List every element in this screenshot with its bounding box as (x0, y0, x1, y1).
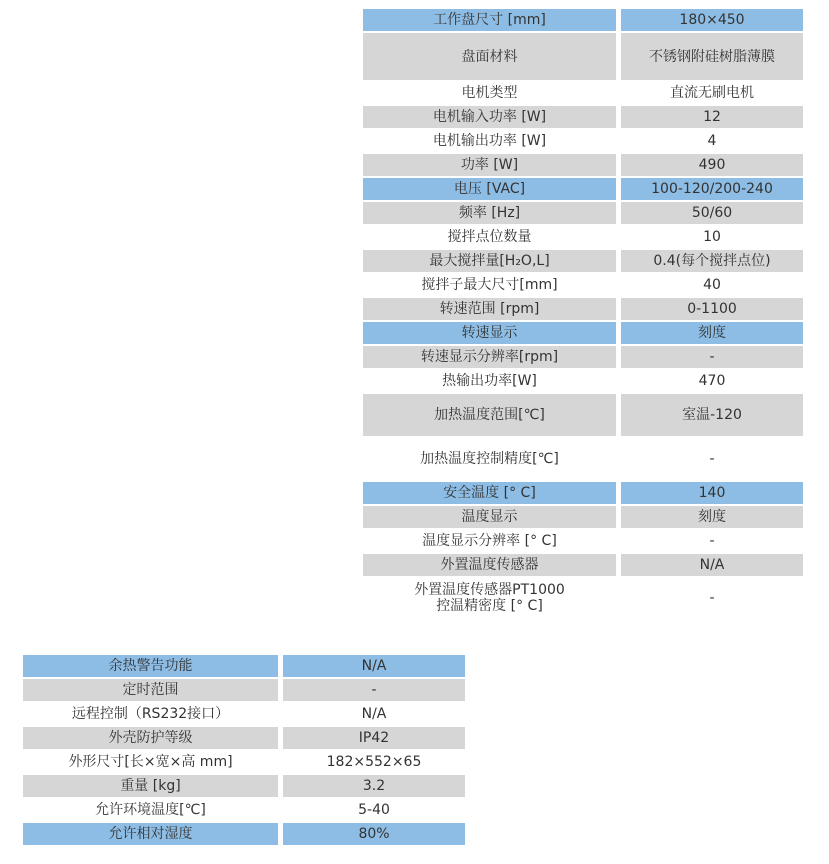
spec-label: 允许环境温度[℃] (23, 799, 278, 821)
spec-row (23, 751, 465, 773)
spec-value: 0-1100 (621, 298, 803, 320)
spec-value: 5-40 (283, 799, 465, 821)
spec-value: 直流无刷电机 (621, 82, 803, 104)
spec-label: 盘面材料 (363, 33, 616, 80)
spec-label: 电机输出功率 [W] (363, 130, 616, 152)
spec-label: 转速显示 (363, 322, 616, 344)
spec-row (363, 530, 803, 552)
spec-row (363, 506, 803, 528)
spec-label: 电机输入功率 [W] (363, 106, 616, 128)
spec-label: 加热温度控制精度[℃] (363, 438, 616, 480)
spec-label: 远程控制（RS232接口） (23, 703, 278, 725)
spec-value: N/A (283, 655, 465, 677)
spec-value: - (621, 438, 803, 480)
spec-row (23, 727, 465, 749)
spec-label: 外壳防护等级 (23, 727, 278, 749)
spec-row (363, 482, 803, 504)
spec-row (23, 679, 465, 701)
spec-value: 12 (621, 106, 803, 128)
spec-label: 转速显示分辨率[rpm] (363, 346, 616, 368)
spec-label: 外形尺寸[长×宽×高 mm] (23, 751, 278, 773)
spec-row (363, 178, 803, 200)
spec-label: 安全温度 [° C] (363, 482, 616, 504)
spec-row (23, 703, 465, 725)
spec-value: - (621, 530, 803, 552)
spec-value: 40 (621, 274, 803, 296)
spec-value: 182×552×65 (283, 751, 465, 773)
spec-row (363, 346, 803, 368)
spec-row (363, 578, 803, 618)
spec-label: 温度显示分辨率 [° C] (363, 530, 616, 552)
spec-label: 重量 [kg] (23, 775, 278, 797)
spec-value: 490 (621, 154, 803, 176)
spec-label: 热输出功率[W] (363, 370, 616, 392)
spec-value: 470 (621, 370, 803, 392)
spec-value: 100-120/200-240 (621, 178, 803, 200)
spec-row (363, 226, 803, 248)
spec-value: - (621, 578, 803, 618)
spec-label: 转速范围 [rpm] (363, 298, 616, 320)
spec-value: 140 (621, 482, 803, 504)
spec-row (363, 298, 803, 320)
spec-value: 刻度 (621, 322, 803, 344)
spec-row (363, 322, 803, 344)
spec-label: 搅拌子最大尺寸[mm] (363, 274, 616, 296)
spec-row (23, 823, 465, 845)
spec-label: 余热警告功能 (23, 655, 278, 677)
spec-label: 频率 [Hz] (363, 202, 616, 224)
spec-label: 温度显示 (363, 506, 616, 528)
spec-row (363, 154, 803, 176)
spec-row (363, 438, 803, 480)
spec-row (363, 250, 803, 272)
spec-label: 允许相对湿度 (23, 823, 278, 845)
spec-label-line: 外置温度传感器PT1000 (414, 582, 565, 598)
spec-value: 刻度 (621, 506, 803, 528)
bottom-spec-table (23, 653, 465, 847)
spec-label-line: 控温精密度 [° C] (436, 598, 543, 614)
spec-value: N/A (283, 703, 465, 725)
spec-row (363, 9, 803, 31)
spec-label: 搅拌点位数量 (363, 226, 616, 248)
spec-row (363, 554, 803, 576)
spec-label: 外置温度传感器 (363, 554, 616, 576)
spec-label: 加热温度范围[℃] (363, 394, 616, 436)
spec-label: 电机类型 (363, 82, 616, 104)
spec-label: 电压 [VAC] (363, 178, 616, 200)
spec-row (363, 130, 803, 152)
spec-row (363, 106, 803, 128)
spec-value: 室温-120 (621, 394, 803, 436)
spec-value: 80% (283, 823, 465, 845)
spec-value: 不锈钢附硅树脂薄膜 (621, 33, 803, 80)
spec-value: - (621, 346, 803, 368)
spec-label: 定时范围 (23, 679, 278, 701)
spec-row (363, 370, 803, 392)
spec-value: 50/60 (621, 202, 803, 224)
top-spec-table (363, 7, 803, 620)
spec-label (363, 578, 616, 618)
spec-row (363, 33, 803, 80)
spec-value: 4 (621, 130, 803, 152)
spec-label: 工作盘尺寸 [mm] (363, 9, 616, 31)
spec-label: 功率 [W] (363, 154, 616, 176)
spec-row (23, 775, 465, 797)
spec-row (363, 82, 803, 104)
spec-value: 10 (621, 226, 803, 248)
spec-value: 3.2 (283, 775, 465, 797)
spec-row (23, 799, 465, 821)
spec-value: 180×450 (621, 9, 803, 31)
spec-value: - (283, 679, 465, 701)
spec-value: 0.4(每个搅拌点位) (621, 250, 803, 272)
spec-row (363, 394, 803, 436)
spec-row (363, 202, 803, 224)
spec-row (23, 655, 465, 677)
spec-label: 最大搅拌量[H₂O,L] (363, 250, 616, 272)
spec-value: IP42 (283, 727, 465, 749)
spec-value: N/A (621, 554, 803, 576)
spec-row (363, 274, 803, 296)
